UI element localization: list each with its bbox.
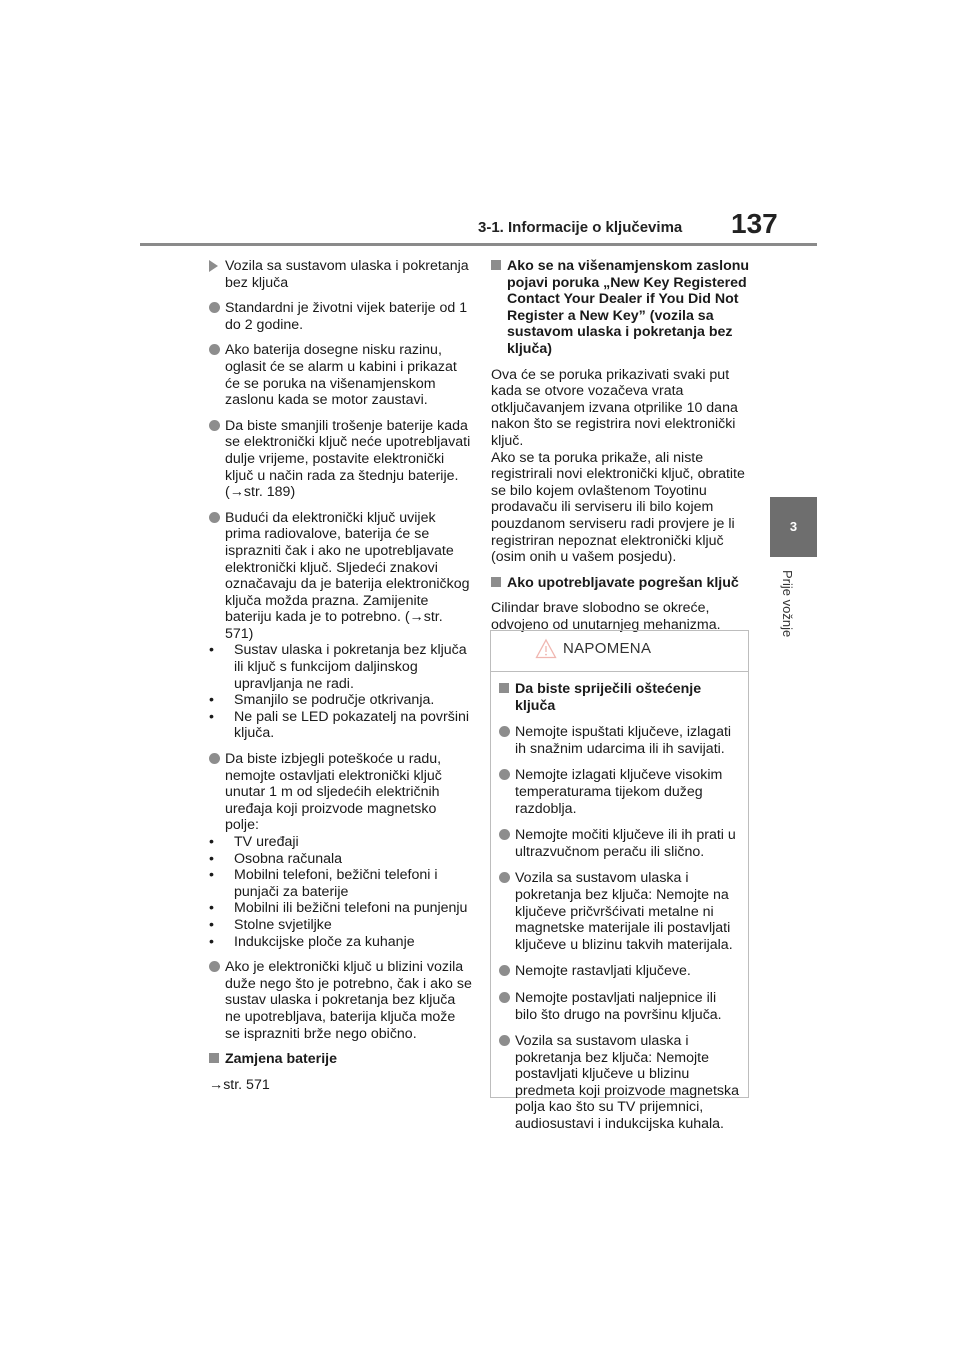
notice-item: Vozila sa sustavom ulaska i pokretanja bez ključa: Nemojte postavljati ključeve u blizinu predmeta koji proizvode magnetska polja kao što su TV prijemnici, audiosustavi i indukcijska kuhala. xyxy=(499,1033,740,1133)
list-item xyxy=(209,258,472,291)
page-number: 137 xyxy=(731,208,778,239)
dot-bullet-icon xyxy=(499,1035,510,1046)
dot-bullet-icon xyxy=(499,872,510,883)
intro-text: Vozila sa sustavom ulaska i pokretanja bez ključa xyxy=(225,258,469,291)
dot-bullet-icon xyxy=(209,753,220,764)
notice-item: Vozila sa sustavom ulaska i pokretanja bez ključa: Nemojte na ključeve pričvršćivati metalne ni magnetske materijale ili postavljati ključeve u blizinu takvih materijala. xyxy=(499,870,740,953)
list-item xyxy=(209,300,472,333)
dot-bullet-icon xyxy=(499,965,510,976)
low-battery-text: Ako baterija dosegne nisku razinu, oglasit će se alarm u kabini i prikazat će se poruka na višenamjenskom zaslonu kada se motor zaustavi. xyxy=(225,342,457,409)
battery-page-link[interactable]: →str. 571 xyxy=(209,1076,270,1093)
radio-waves-text: Budući da elektronički ključ uvijek prima radiovalove, baterija će se isprazniti čak i ako ne upotrebljavate elektronički ključ. Sljedeći znakovi označavaju da je baterija elektroničkog ključa možda prazna. Zamijenite bateriju kada je to potrebno. (→str. 571) xyxy=(225,509,470,642)
square-bullet-icon xyxy=(491,260,501,270)
chapter-tab: 3 xyxy=(770,497,817,557)
notice-box xyxy=(490,630,749,1133)
battery-heading: Zamjena baterije xyxy=(209,1051,472,1068)
message-heading: Ako se na višenamjenskom zaslonu pojavi poruka „New Key Registered Contact Your Dealer if You Did Not Register a New Key” (vozila sa sustavom ulaska i pokretanja bez ključa) xyxy=(491,258,751,358)
sub-item: • Indukcijske ploče za kuhanje xyxy=(209,934,472,951)
message-paragraph-2: Ako se ta poruka prikaže, ali niste registrirali novi elektronički ključ, obratite se bilo kojem ovlaštenom Toyotinu prodavaču ili serviseru ili bilo kojem pouzdanom serviseru radi provjere je li registriran nepoznat elektronički ključ (osim onih u vašem posjedu). xyxy=(491,449,745,566)
dot-bullet-icon xyxy=(209,420,220,431)
notice-header xyxy=(491,631,748,672)
dot-bullet-icon xyxy=(209,961,220,972)
chapter-label: Prije vožnje xyxy=(780,570,795,638)
list-item xyxy=(209,342,472,408)
notice-item: Nemojte ispuštati ključeve, izlagati ih snažnim udarcima ili ih savijati. xyxy=(499,724,740,757)
list-item xyxy=(209,418,472,501)
notice-heading: Da biste spriječili oštećenje ključa xyxy=(499,681,740,714)
wrong-key-heading: Ako upotrebljavate pogrešan ključ xyxy=(491,575,751,592)
square-bullet-icon xyxy=(209,1053,219,1063)
header-rule xyxy=(140,243,817,246)
dot-bullet-icon xyxy=(209,344,220,355)
page-header xyxy=(0,0,960,250)
sub-item: • Stolne svjetiljke xyxy=(209,917,472,934)
magnetic-field-text: Da biste izbjegli poteškoće u radu, nemojte ostavljati elektronički ključ unutar 1 m od sljedećih električnih uređaja koji proizvode magnetsko polje: xyxy=(225,751,442,834)
list-item xyxy=(209,510,472,742)
dot-bullet-icon xyxy=(499,992,510,1003)
battery-life-text: Standardni je životni vijek baterije od 1 do 2 godine. xyxy=(225,300,468,333)
sub-item: • TV uređaji xyxy=(209,834,472,851)
sub-item: • Mobilni ili bežični telefoni na punjenju xyxy=(209,900,472,917)
notice-item: Nemojte izlagati ključeve visokim temperaturama tijekom dužeg razdoblja. xyxy=(499,767,740,817)
section-title: 3-1. Informacije o ključevima xyxy=(478,219,683,236)
sub-item: • Osobna računala xyxy=(209,851,472,868)
warning-triangle-icon xyxy=(535,638,557,660)
dot-bullet-icon xyxy=(209,512,220,523)
list-item xyxy=(209,751,472,950)
message-paragraph-1: Ova će se poruka prikazivati svaki put kada se otvore vozačeva vrata otključavanjem izvana otprilike 10 dana nakon što se registrira novi elektronički ključ. xyxy=(491,366,738,449)
notice-item: Nemojte rastavljati ključeve. xyxy=(499,963,740,980)
wrong-key-paragraph: Cilindar brave slobodno se okreće, odvojeno od unutarnjeg mehanizma. xyxy=(491,600,721,633)
save-mode-text: Da biste smanjili trošenje baterije kada se elektronički ključ neće upotrebljavati dulje vrijeme, postavite elektronički ključ u način rada za štednju baterije. (→str. 189) xyxy=(225,417,471,501)
sub-item: • Ne pali se LED pokazatelj na površini ključa. xyxy=(209,709,472,742)
dot-bullet-icon xyxy=(499,726,510,737)
right-column xyxy=(491,258,751,642)
sub-item: • Smanjilo se područje otkrivanja. xyxy=(209,692,472,709)
square-bullet-icon xyxy=(499,683,509,693)
notice-title: NAPOMENA xyxy=(563,640,652,657)
left-column xyxy=(209,258,472,1102)
square-bullet-icon xyxy=(491,577,501,587)
sub-item: • Sustav ulaska i pokretanja bez ključa ili ključ s funkcijom daljinskog upravljanja ne radi. xyxy=(209,642,472,692)
notice-item: Nemojte postavljati naljepnice ili bilo što drugo na površinu ključa. xyxy=(499,990,740,1023)
triangle-bullet-icon xyxy=(209,260,218,272)
sub-item: • Mobilni telefoni, bežični telefoni i punjači za baterije xyxy=(209,867,472,900)
list-item xyxy=(209,959,472,1042)
discharge-text: Ako je elektronički ključ u blizini vozila duže nego što je potrebno, čak i ako se sustav ulaska i pokretanja bez ključa ne upotrebljava, baterija ključa može se isprazniti brže nego obično. xyxy=(225,959,472,1042)
dot-bullet-icon xyxy=(209,302,220,313)
dot-bullet-icon xyxy=(499,829,510,840)
notice-item: Nemojte močiti ključeve ili ih prati u ultrazvučnom peraču ili slično. xyxy=(499,827,740,860)
notice-body xyxy=(491,672,748,1133)
dot-bullet-icon xyxy=(499,769,510,780)
